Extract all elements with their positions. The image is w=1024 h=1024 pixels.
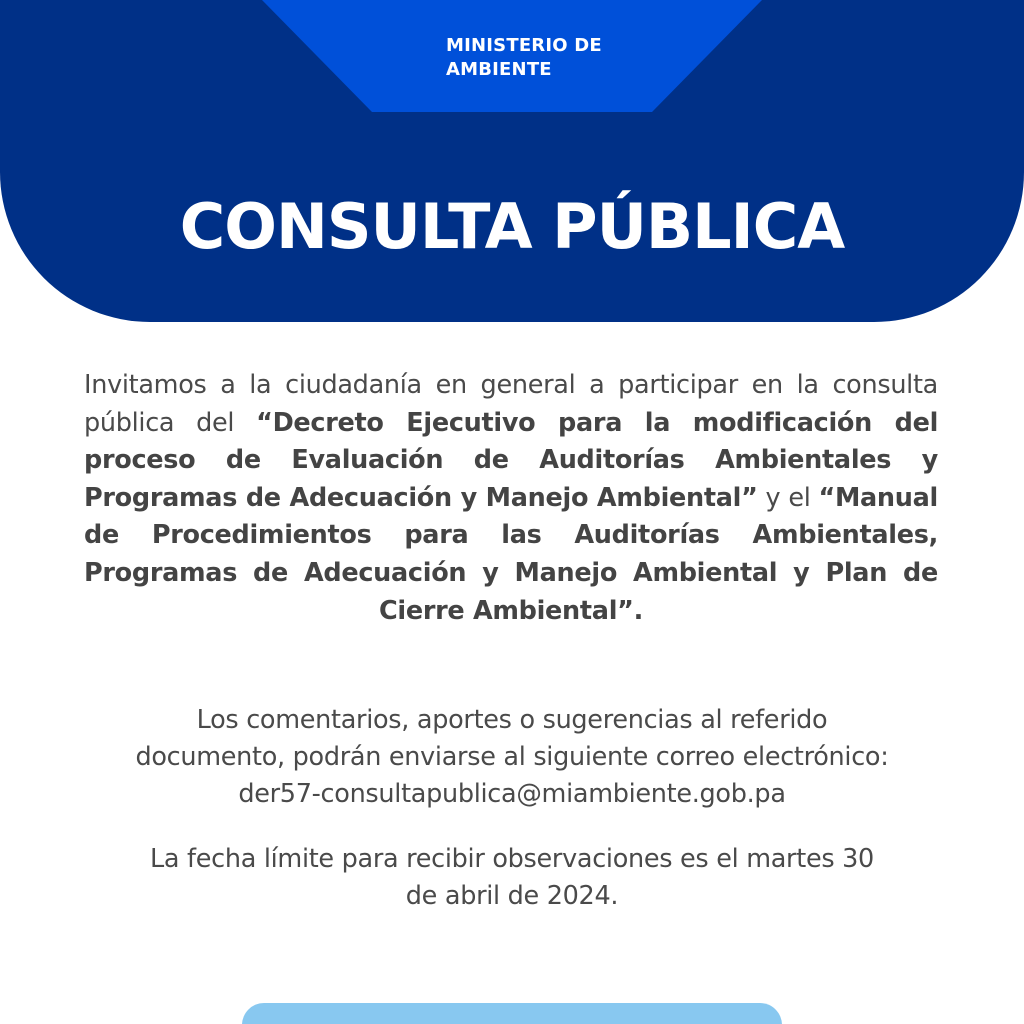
deadline-line-1: La fecha límite para recibir observaciones es el martes 30: [150, 844, 874, 874]
intro-text-start: Invitamos a la ciudadanía en general a participar en la consulta pública del: [84, 370, 938, 438]
comments-line-1: Los comentarios, aportes o sugerencias al referido: [196, 705, 828, 735]
ministry-line-1: MINISTERIO DE: [446, 35, 602, 56]
decree-title: “Decreto Ejecutivo para la modificación del proceso de Evaluación de Auditorías Ambientales y Programas de Adecuación y Manejo Ambiental”: [84, 407, 939, 513]
comments-paragraph: [60, 702, 964, 813]
ministry-logo-text: [446, 34, 602, 82]
comments-line-2: documento, podrán enviarse al siguiente correo electrónico:: [135, 742, 889, 772]
ministry-line-2: AMBIENTE: [446, 59, 552, 80]
bottom-decorative-bar: [242, 1003, 782, 1024]
intro-paragraph: [84, 367, 938, 630]
intro-text-middle: y el: [757, 482, 819, 513]
manual-title: “Manual de Procedimientos para las Auditorías Ambientales, Programas de Adecuación y Manejo Ambiental y Plan de Cierre Ambiental”.: [84, 482, 938, 626]
page-title: CONSULTA PÚBLICA: [179, 190, 845, 263]
contact-email[interactable]: der57-consultapublica@miambiente.gob.pa: [238, 779, 786, 809]
deadline-line-2: de abril de 2024.: [405, 881, 619, 911]
deadline-paragraph: [60, 841, 964, 915]
